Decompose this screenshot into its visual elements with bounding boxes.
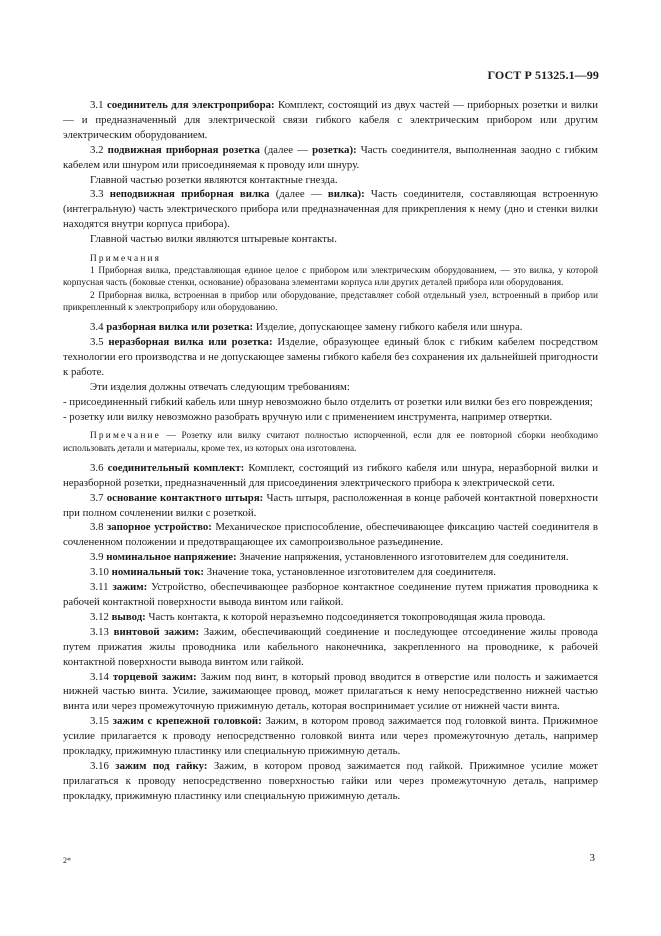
clause-number: 3.12 [90, 610, 112, 623]
term: соединительный комплект: [107, 461, 245, 474]
standard-header: ГОСТ Р 51325.1—99 [487, 68, 599, 82]
note-2: 2 Приборная вилка, встроенная в прибор или оборудование, представляет собой отдельный узел, встроенный в прибор или прикрепленный к электроприбору или оборудованию. [63, 290, 598, 313]
term: зажим с крепежной головкой: [112, 715, 262, 728]
clause-number: 3.3 [90, 188, 110, 201]
definition: Изделие, допускающее замену гибкого кабеля или шнура. [253, 321, 523, 334]
definition: Зажим, в котором провод зажимается под головкой винта. Прижимное усилие прилагается к проводу непосредственно головкой винта или через промежуточную деталь, например прокладку, прижимную пластинку или специальную прижимную деталь. [63, 715, 599, 758]
definition: Изделие, образующее единый блок с гибким кабелем посредством технологии его производства и не допускающее замены гибкого кабеля без сохранения их дальнейшей пригодности к работе. [63, 335, 598, 378]
clause-3-9 [63, 550, 598, 565]
clause-3-13 [63, 625, 598, 670]
clause-3-7 [63, 491, 598, 521]
term: номинальный ток: [111, 566, 205, 579]
note-title: Примечание [90, 431, 161, 442]
clause-3-15 [63, 714, 598, 759]
term: подвижная приборная розетка [107, 143, 260, 156]
notes-block [63, 253, 598, 314]
term: соединитель для электроприбора: [106, 99, 275, 111]
clause-number: 3.11 [90, 581, 113, 594]
note-block [63, 430, 598, 454]
term: неразборная вилка или розетка: [108, 335, 273, 348]
clause-number: 3.7 [90, 491, 107, 504]
requirements-intro: Эти изделия должны отвечать следующим требованиям: [90, 380, 350, 393]
requirement-item: - присоединенный гибкий кабель или шнур невозможно было отделить от розетки или вилки без его повреждения; [63, 395, 593, 408]
clause-number: 3.14 [90, 670, 113, 683]
definition: Значение напряжения, установленного изготовителем для соединителя. [236, 551, 569, 564]
clause-3-8 [63, 520, 598, 550]
clause-number: 3.4 [90, 321, 107, 334]
term: основание контактного штыря: [106, 491, 264, 504]
clause-number: 3.2 [90, 143, 108, 156]
clause-3-2 [63, 143, 598, 173]
term-short: розетка): [312, 143, 357, 156]
clause-3-1 [63, 98, 598, 143]
clause-3-11 [63, 580, 598, 610]
note-text: — Розетку или вилку считают полностью испорченной, если для ее повторной сборки необходимо использовать детали и материалы, кроме тех, из которых она изготовлена. [63, 431, 598, 454]
requirement-item: - розетку или вилку невозможно разобрать вручную или с применением инструмента, например отвертки. [63, 410, 553, 423]
clause-3-6 [63, 461, 598, 491]
clause-number: 3.8 [90, 521, 107, 534]
term: торцевой зажим: [112, 670, 197, 683]
definition: Комплект, состоящий из двух частей — приборных розетки и вилки — и предназначенный для электрической связи гибкого кабеля с электрическим прибором или другим электрическим оборудованием. [63, 99, 598, 141]
clause-3-12 [63, 610, 598, 625]
clause-3-3 [63, 187, 598, 232]
clause-number: 3.1 [90, 99, 107, 111]
definition: Зажим, обеспечивающий соединение и последующее отсоединение жилы провода путем прижатия жилы проводника или кабельного наконечника, закрепленного на проводнике, к рабочей контактной поверхности вывода винтом или гайкой. [63, 625, 598, 668]
clause-number: 3.6 [90, 461, 108, 474]
term: винтовой зажим: [113, 625, 200, 638]
definition: Часть штыря, расположенная в конце рабочей контактной поверхности при полном сочленении вилки с розеткой. [63, 491, 598, 519]
definition: Механическое приспособление, обеспечивающее фиксацию частей соединителя в сочлененном положении и предотвращающее их самопроизвольное разъединение. [63, 521, 598, 549]
clause-3-14 [63, 670, 598, 715]
term: разборная вилка или розетка: [106, 321, 254, 334]
term: номинальное напряжение: [106, 551, 237, 564]
definition: Зажим под винт, в который провод вводится в отверстие или полость и зажимается нижней частью винта. Усилие, зажимающее провод, может прилагаться к нему непосредственно нижней частью винта или через промежуточную прижимную деталь, которая воспринимает усилие от нижней части винта. [63, 670, 598, 713]
definition: Устройство, обеспечивающее разборное контактное соединение путем прижатия проводника к рабочей контактной поверхности вывода винтом или гайкой. [63, 581, 598, 608]
term: неподвижная приборная вилка [109, 188, 270, 201]
page-number: 3 [589, 852, 595, 864]
clause-number: 3.5 [90, 335, 109, 348]
clause-3-3-extra: Главной частью вилки являются штыревые контакты. [90, 233, 337, 246]
definition: Значение тока, установленное изготовителем для соединителя. [204, 566, 496, 579]
term: зажим: [112, 581, 148, 594]
term: запорное устройство: [106, 521, 212, 534]
clause-3-16 [63, 759, 598, 804]
definition: Часть соединителя, выполненная заодно с гибким кабелем или шнуром или присоединяемая к проводу или шнуру. [63, 143, 598, 171]
note-1: 1 Приборная вилка, представляющая единое целое с прибором или электрическим оборудованием, — это вилка, у которой корпусная часть (боковые стенки, основание) образована элементами корпуса или других деталей прибора или оборудования. [63, 266, 598, 289]
document-body [63, 98, 598, 804]
term: вывод: [111, 610, 146, 623]
definition: Часть соединителя, составляющая встроенную (интегральную) часть электрического прибора или предназначенная для прикрепления к нему (дно и стенки вилки находятся внутри корпуса прибора). [63, 188, 598, 231]
term-connector: (далее — [259, 143, 313, 156]
clause-3-5 [63, 335, 598, 380]
notes-title: Примечания [90, 254, 162, 265]
definition: Зажим, в котором провод зажимается под гайкой. Прижимное усилие может прилагаться к проводу непосредственно поверхностью гайки или через промежуточную деталь, например прокладку, прижимную пластинку или специальную прижимную деталь. [63, 759, 598, 802]
clause-3-2-extra: Главной частью розетки являются контактные гнезда. [90, 173, 338, 186]
clause-number: 3.13 [90, 625, 114, 638]
clause-number: 3.16 [90, 759, 116, 772]
definition: Часть контакта, к которой неразъемно подсоединяется токопроводящая жила провода. [145, 610, 546, 623]
clause-3-4 [63, 320, 598, 335]
footer-mark: 2* [63, 856, 71, 865]
term-short: вилка): [327, 188, 365, 201]
term-connector: (далее — [269, 188, 328, 201]
term: зажим под гайку: [115, 759, 208, 772]
note [63, 430, 598, 454]
clause-number: 3.15 [90, 715, 113, 728]
clause-number: 3.10 [90, 566, 112, 579]
clause-3-10 [63, 565, 598, 580]
clause-number: 3.9 [90, 551, 107, 564]
definition: Комплект, состоящий из гибкого кабеля или шнура, неразборной вилки и неразборной розетки, предназначенный для присоединения электрического прибора к электрической сети. [63, 461, 598, 489]
